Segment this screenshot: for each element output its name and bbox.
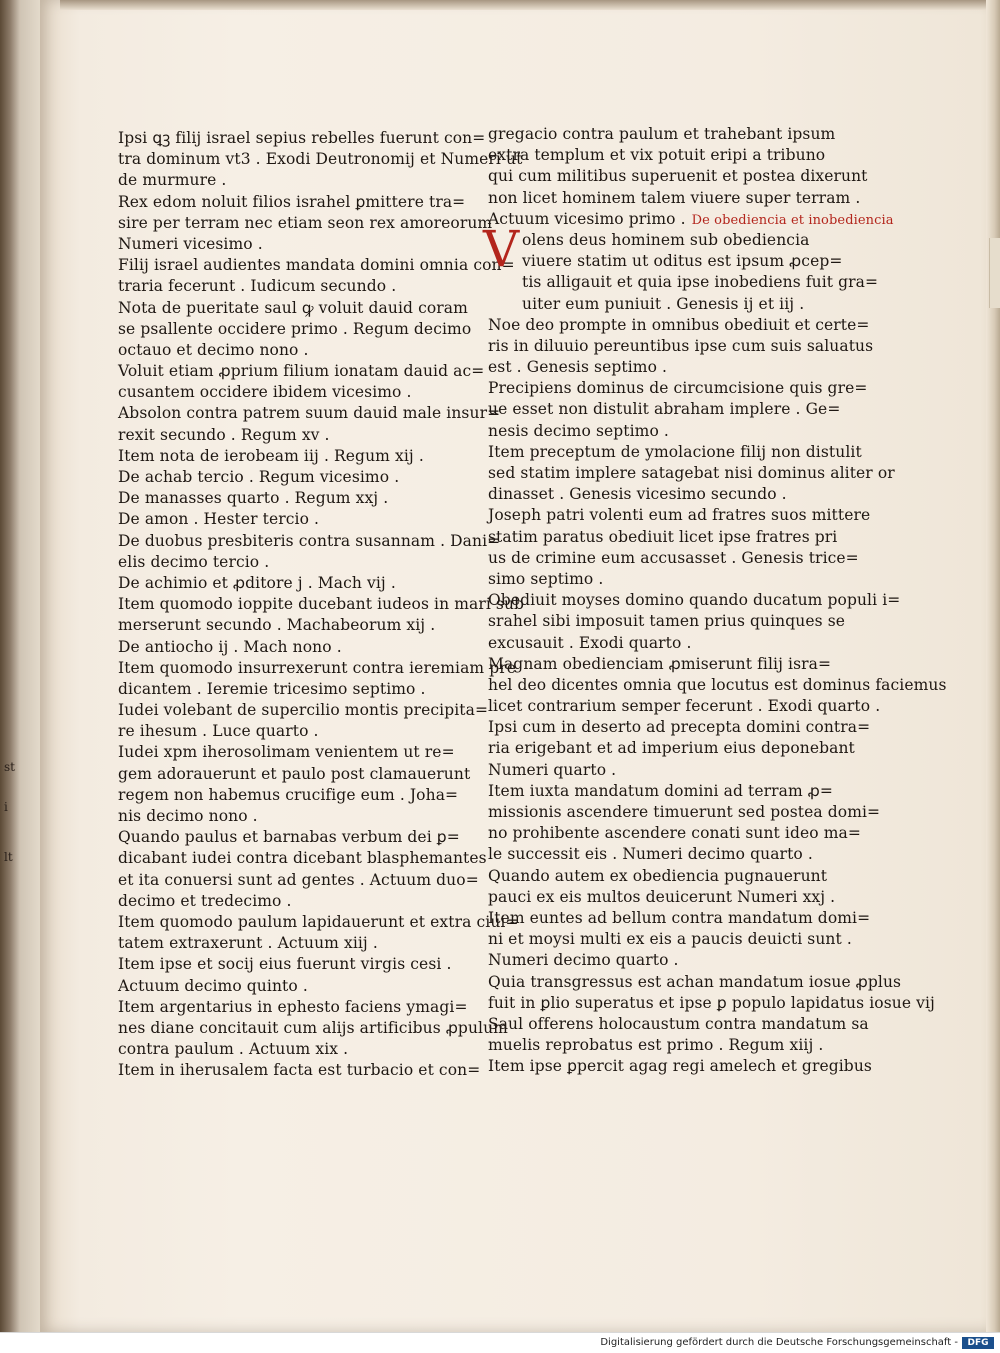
text-line: De achab tercio . Regum vicesimo . (118, 468, 400, 486)
text-line: Rex edom noluit filios israhel ꝑmittere tra= (118, 192, 466, 211)
text-line: decimo et tredecimo . (118, 891, 292, 910)
text-line: et ita conuersi sunt ad gentes . Actuum duo= (118, 870, 479, 889)
dfg-logo: DFG (962, 1337, 994, 1349)
text-line: re ihesum . Luce quarto . (118, 722, 319, 741)
rubric-heading: De obediencia et inobediencia (691, 212, 894, 228)
text-line: Numeri vicesimo . (118, 234, 263, 253)
text-line: excusauit . Exodi quarto . (488, 633, 692, 652)
text-line: Absolon contra patrem suum dauid male insur= (118, 404, 501, 423)
text-line: De duobus presbiteris contra susannam . Dani= (118, 531, 501, 550)
text-line: muelis reprobatus est primo . Regum xiij . (488, 1036, 824, 1055)
text-line: Numeri decimo quarto . (488, 951, 679, 970)
text-line: srahel sibi imposuit tamen prius quinques se (488, 612, 846, 631)
text-line: ris in diluuio pereuntibus ipse cum suis saluatus (488, 336, 874, 355)
text-line: Saul offerens holocaustum contra mandatum sa (488, 1014, 869, 1033)
text-line: Numeri quarto . (488, 760, 617, 779)
text-line: Quando autem ex obediencia pugnauerunt (488, 866, 828, 885)
text-line: Item quomodo insurrexerunt contra ieremiam pre (118, 658, 517, 677)
text-line: cusantem occidere ibidem vicesimo . (118, 383, 412, 402)
text-line: Item quomodo paulum lapidauerunt et extra ciui= (118, 912, 519, 931)
text-line: tis alligauit et quia ipse inobediens fuit gra= (522, 273, 879, 292)
text-line: Filij israel audientes mandata domini omnia con= (118, 256, 515, 275)
text-line: extra templum et vix potuit eripi a tribuno (488, 146, 826, 165)
text-line: le successit eis . Numeri decimo quarto . (488, 845, 813, 864)
text-line: hel deo dicentes omnia que locutus est dominus faciemus (488, 675, 947, 694)
text-line: est . Genesis septimo . (488, 358, 668, 377)
text-line: us de crimine eum accusasset . Genesis trice= (488, 548, 859, 567)
text-line: simo septimo . (488, 569, 604, 588)
text-line: dicantem . Ieremie tricesimo septimo . (118, 679, 426, 698)
text-line: pauci ex eis multos deuicerunt Numeri xxj . (488, 887, 836, 906)
text-line: dinasset . Genesis vicesimo secundo . (488, 485, 787, 504)
text-line: qui cum militibus superuenit et postea dixerunt (488, 167, 868, 186)
funding-credit: Digitalisierung gefördert durch die Deutsche Forschungsgemeinschaft - (600, 1337, 958, 1348)
text-line: De amon . Hester tercio . (118, 510, 320, 529)
text-line: merserunt secundo . Machabeorum xij . (118, 616, 436, 635)
text-line: Voluit etiam ꝓprium filium ionatam dauid ac= (118, 362, 485, 381)
page-tab-marker (989, 238, 1000, 308)
text-line: tra dominum vt3 . Exodi Deutronomij et Numeri ut (118, 150, 523, 169)
margin-note: lt (4, 850, 13, 864)
text-line: Item iuxta mandatum domini ad terram ꝓ= (488, 781, 833, 800)
text-line: ni et moysi multi ex eis a paucis deuicti sunt . (488, 930, 852, 949)
text-line: gem adorauerunt et paulo post clamauerunt (118, 764, 471, 783)
text-line: ria erigebant et ad imperium eius deponebant (488, 739, 855, 758)
text-column-right (488, 124, 947, 1077)
text-line: Item argentarius in ephesto faciens ymagi= (118, 997, 468, 1016)
text-line: Item quomodo ioppite ducebant iudeos in mari sub (118, 595, 525, 614)
text-line: De manasses quarto . Regum xxj . (118, 489, 389, 508)
margin-note: i (4, 800, 8, 814)
text-line: ue esset non distulit abraham implere . Ge= (488, 400, 841, 419)
text-line: contra paulum . Actuum xix . (118, 1040, 349, 1059)
text-line: octauo et decimo nono . (118, 340, 309, 359)
drop-cap-initial: V (483, 220, 520, 278)
text-line: Precipiens dominus de circumcisione quis gre= (488, 379, 868, 398)
text-line: dicabant iudei contra dicebant blasphemantes (118, 849, 487, 868)
text-line: Item in iherusalem facta est turbacio et con= (118, 1061, 481, 1080)
text-line: regem non habemus crucifige eum . Joha= (118, 785, 459, 804)
text-line: fuit in ꝑlio superatus et ipse ꝑ populo lapidatus iosue vij (488, 993, 935, 1012)
text-line: nesis decimo septimo . (488, 421, 669, 440)
text-line: rexit secundo . Regum xv . (118, 425, 330, 444)
text-line: no prohibente ascendere conati sunt ideo ma= (488, 824, 861, 843)
text-line: Obediuit moyses domino quando ducatum populi i= (488, 591, 901, 610)
text-line: traria fecerunt . Iudicum secundo . (118, 277, 397, 296)
text-line: missionis ascendere timuerunt sed postea domi= (488, 803, 881, 821)
text-line: gregacio contra paulum et trahebant ipsum (488, 125, 836, 143)
text-line: Item ipse ꝑpercit agag regi amelech et gregibus (488, 1057, 872, 1076)
text-line: Quia transgressus est achan mandatum iosue ꝓplus (488, 972, 902, 991)
text-line: De antiocho ij . Mach nono . (118, 637, 342, 656)
text-line: Ipsi ꝗꝫ filij israel sepius rebelles fuerunt con= (118, 129, 486, 147)
text-line: sed statim implere satagebat nisi dominus aliter or (488, 464, 895, 482)
text-line: Item nota de ierobeam iij . Regum xij . (118, 446, 424, 465)
text-line: Ipsi cum in deserto ad precepta domini contra= (488, 718, 871, 737)
text-line: elis decimo tercio . (118, 552, 270, 571)
text-line: Item euntes ad bellum contra mandatum domi= (488, 908, 871, 927)
page-right-edge (986, 0, 1000, 1332)
text-line: De achimio et ꝓditore j . Mach vij . (118, 573, 396, 592)
text-line: viuere statim ut oditus est ipsum ꝓcep= (522, 252, 843, 271)
text-line: Nota de pueritate saul ꝙ voluit dauid coram (118, 298, 468, 317)
text-line: Actuum vicesimo primo . De obediencia et inobediencia (488, 209, 894, 228)
text-line: statim paratus obediuit licet ipse fratres pri (488, 527, 838, 546)
text-column-left (118, 128, 525, 1081)
text-line: olens deus hominem sub obediencia (522, 230, 810, 249)
text-line: Actuum decimo quinto . (118, 976, 308, 995)
text-line: Noe deo prompte in omnibus obediuit et certe= (488, 315, 870, 334)
text-line: nis decimo nono . (118, 807, 258, 825)
text-line: Iudei xpm iherosolimam venientem ut re= (118, 743, 455, 762)
text-line: de murmure . (118, 171, 227, 190)
text-line: Quando paulus et barnabas verbum dei ꝑ= (118, 828, 460, 847)
text-line: tatem extraxerunt . Actuum xiij . (118, 934, 378, 953)
text-line: nes diane concitauit cum alijs artificibus ꝓpulum (118, 1018, 508, 1037)
text-line: sire per terram nec etiam seon rex amoreorum (118, 213, 493, 232)
footer-bar (0, 1332, 1000, 1353)
page-top-edge (60, 0, 1000, 10)
text-line: se psallente occidere primo . Regum decimo (118, 319, 472, 338)
text-line: non licet hominem talem viuere super terram . (488, 188, 861, 207)
text-line: Item ipse et socij eius fuerunt virgis cesi . (118, 955, 452, 974)
text-line: Iudei volebant de supercilio montis precipita= (118, 701, 489, 720)
text-line: Joseph patri volenti eum ad fratres suos mittere (488, 506, 871, 525)
margin-note: st (4, 760, 15, 774)
text-line: Magnam obedienciam ꝓmiserunt filij isra= (488, 654, 832, 673)
text-line: uiter eum puniuit . Genesis ij et iij . (522, 294, 805, 313)
text-line: licet contrarium semper fecerunt . Exodi quarto . (488, 697, 881, 716)
text-line: Item preceptum de ymolacione filij non distulit (488, 442, 862, 461)
